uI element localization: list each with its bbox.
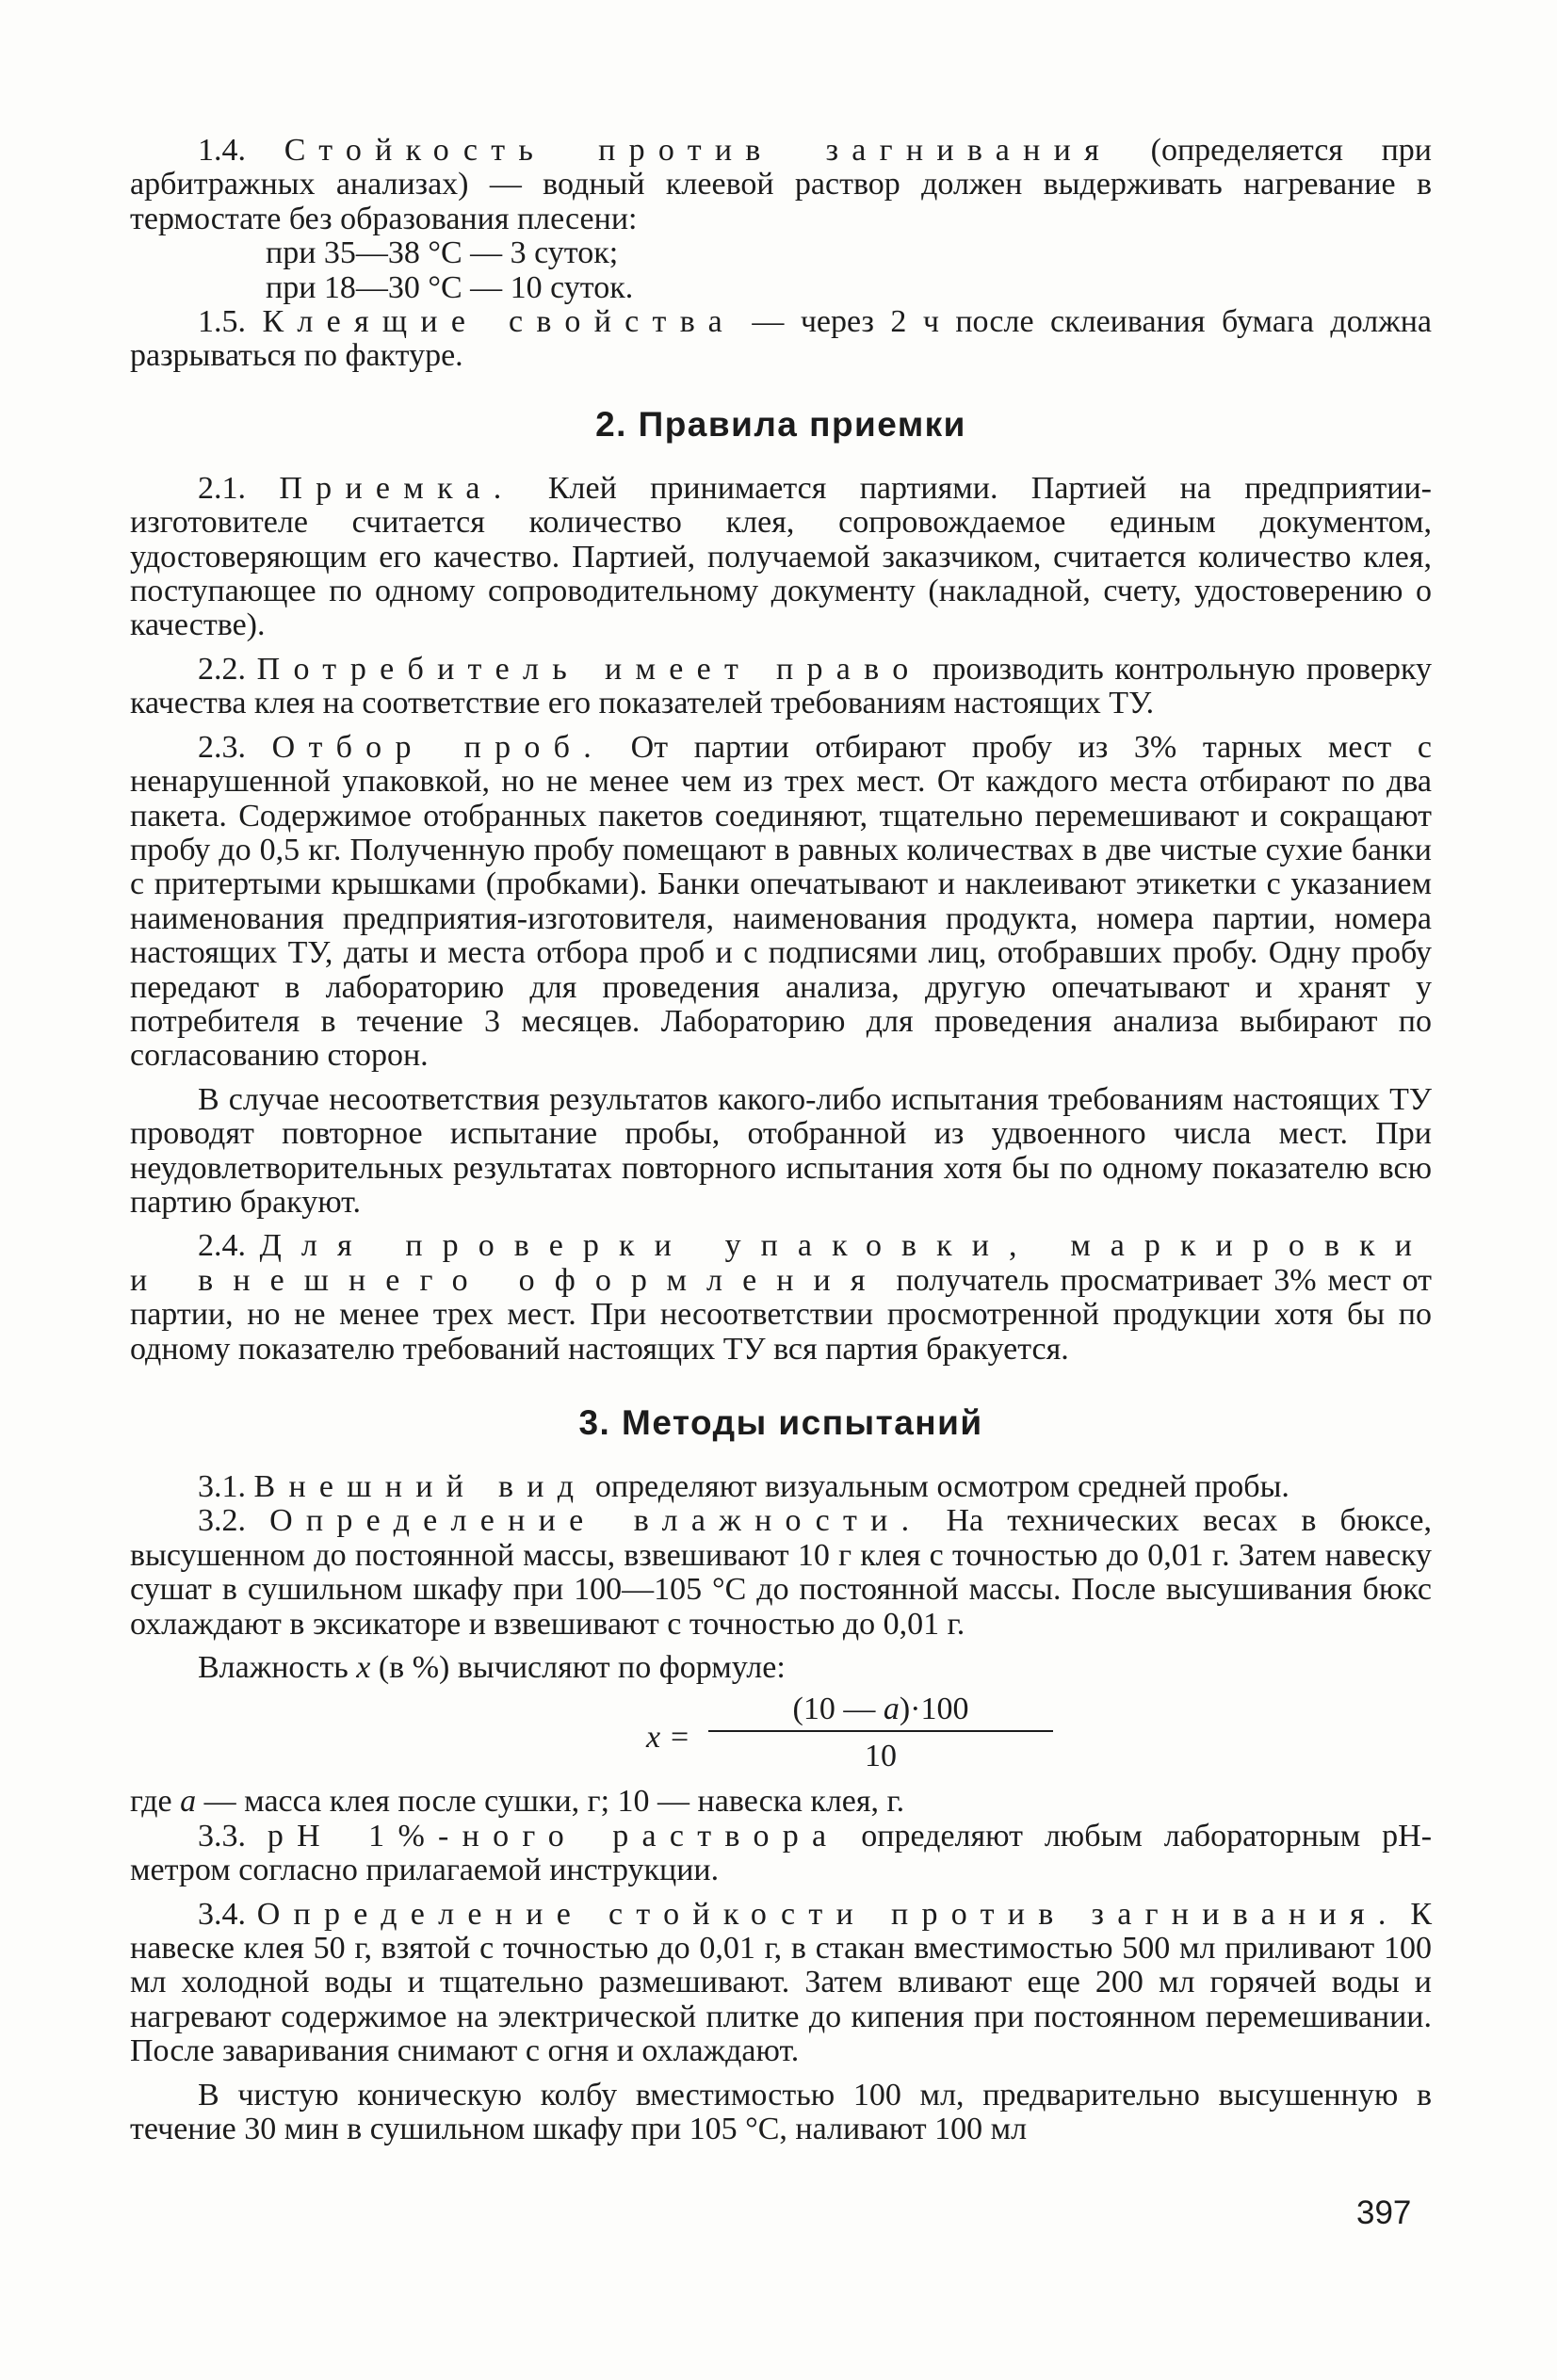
- clause-title: Потребитель имеет право: [256, 651, 922, 687]
- clause-title: Определение влажности.: [269, 1503, 923, 1539]
- clause-text: Клей принимается партиями. Партией на предприятии-изготовителе считается количество клея, сопровождаемое единым документом, удостоверяющим его качество. Партией, получаемой заказчиком, считается количество клея, поступающее по одному сопроводительному документу (накладной, счету, удостоверению о качестве).: [130, 470, 1433, 643]
- clause-text: — через 2 ч после склеивания бумага должна разрываться по фактуре.: [130, 304, 1432, 374]
- clause-text: получатель просматривает 3% мест от партии, но не менее трех мест. При несоответствии просмотренной продукции хотя бы по одному показателю требований настоящих ТУ вся партия бракуется.: [130, 1262, 1432, 1367]
- clause-text: (определяется при арбитражных анализах) — водный клеевой раствор должен выдерживать нагревание в термостате без образования плесени:: [130, 133, 1432, 236]
- section-heading-3: 3. Методы испытаний: [578, 1403, 983, 1442]
- clause-title: Определение стойкости против загнивания.: [256, 1896, 1400, 1932]
- page-number: 397: [1356, 2194, 1412, 2231]
- formula-equals: =: [671, 1720, 689, 1756]
- clause-number: 2.2.: [198, 651, 257, 687]
- clause-number: 3.1.: [198, 1469, 254, 1504]
- section-heading-2: 2. Правила приемки: [595, 404, 966, 444]
- text-column: [130, 134, 1432, 2147]
- numerator-open: (10 —: [792, 1692, 884, 1727]
- clause-title: Внешний вид: [253, 1469, 588, 1504]
- clause-text: От партии отбирают пробу из 3% тарных мест с ненарушенной упаковкой, но не менее чем из трех мест. От каждого места отбирают по два пакета. Содержимое отобранных пакетов соединяют, тщательно перемешивают и сокращают пробу до 0,5 кг. Полученную пробу помещают в равных количествах в две чистые сухие банки с притертыми крышками (пробками). Банки опечатывают и наклеивают этикетки с указанием наименования предприятия-изготовителя, наименования продукта, номера партии, номера настоящих ТУ, даты и места отбора проб и с подписями лиц, отобравших пробу. Одну пробу передают в лабораторию для проведения анализа, другую опечатывают и хранят у потребителя в течение 3 месяцев. Лабораторию для проведения анализа выбирают по согласованию сторон.: [130, 729, 1432, 1074]
- fraction-bar: [708, 1730, 1053, 1732]
- paragraph-3-4: [130, 1898, 1432, 2069]
- clause-number: 3.2.: [198, 1503, 270, 1539]
- clause-number: 3.4.: [198, 1896, 257, 1932]
- paragraph-3-1: [130, 1470, 1432, 1504]
- clause-title: Отбор проб.: [271, 729, 606, 765]
- paragraph-1-5: [130, 305, 1432, 374]
- clause-title: Приемка.: [279, 470, 515, 506]
- formula-lhs: x: [646, 1720, 661, 1756]
- clause-number: 1.4.: [198, 133, 284, 168]
- clause-number: 2.4.: [198, 1228, 260, 1264]
- moisture-formula: [130, 1692, 1432, 1779]
- variable-a: a: [180, 1784, 197, 1820]
- condition-line-2: при 18—30 °С — 10 суток.: [266, 269, 634, 305]
- formula-legend: [130, 1785, 1432, 1819]
- clause-text: определяют любым лабораторным pH-метром согласно прилагаемой инструкции.: [130, 1818, 1433, 1888]
- clause-text: На технических весах в бюксе, высушенном до постоянной массы, взвешивают 10 г клея с точностью до 0,01 г. Затем навеску сушат в сушильном шкафу при 100—105 °С до постоянной массы. После высушивания бюкс охлаждают в эксикаторе и взвешивают с точностью до 0,01 г.: [130, 1503, 1432, 1642]
- clause-number: 3.3.: [198, 1818, 268, 1854]
- legend-text: где: [130, 1784, 181, 1820]
- clause-number: 1.5.: [198, 304, 263, 340]
- clause-title: pH 1%-ного раствора: [267, 1818, 840, 1854]
- paragraph-2-3: [130, 731, 1432, 1074]
- condition-line-1: при 35—38 °С — 3 суток;: [266, 235, 619, 271]
- paragraph-2-3-continued: В случае несоответствия результатов какого-либо испытания требованиям настоящих ТУ проводят повторное испытание пробы, отобранной из удвоенного числа мест. При неудовлетворительных результатах повторного испытания хотя бы по одному показателю всю партию бракуют.: [130, 1081, 1432, 1220]
- formula-intro: [130, 1651, 1432, 1685]
- clause-text: производить контрольную проверку качества клея на соответствие его показателей требованиям настоящих ТУ.: [130, 651, 1433, 721]
- paragraph-2-4: [130, 1229, 1432, 1367]
- clause-text: определяют визуальным осмотром средней пробы.: [587, 1469, 1289, 1504]
- formula-numerator: [708, 1692, 1053, 1726]
- paragraph-2-1: [130, 472, 1432, 643]
- paragraph-1-4: [130, 134, 1432, 236]
- variable-x: x: [356, 1650, 371, 1686]
- intro-text-end: (в %) вычисляют по формуле:: [370, 1650, 786, 1686]
- legend-text-end: — масса клея после сушки, г; 10 — навеска клея, г.: [196, 1784, 905, 1820]
- formula-denominator: 10: [865, 1739, 897, 1774]
- clause-text: К навеске клея 50 г, взятой с точностью до 0,01 г, в стакан вместимостью 500 мл приливают 100 мл холодной воды и тщательно размешивают. Затем вливают еще 200 мл горячей воды и нагревают содержимое на электрической плитке до кипения при постоянном перемешивании. После заваривания снимают с огня и охлаждают.: [130, 1896, 1433, 2069]
- clause-number: 2.1.: [198, 470, 280, 506]
- paragraph-3-2: [130, 1504, 1432, 1642]
- clause-title: Стойкость против загнивания: [284, 133, 1112, 168]
- paragraph-3-4-continued: В чистую коническую колбу вместимостью 100 мл, предварительно высушенную в течение 30 мин в сушильном шкафу при 105 °С, наливают 100 мл: [130, 2077, 1432, 2147]
- clause-number: 2.3.: [198, 729, 272, 765]
- numerator-close: )·100: [899, 1692, 969, 1727]
- clause-title: Клеящие свойства: [262, 304, 736, 340]
- paragraph-2-2: [130, 653, 1432, 721]
- intro-text: Влажность: [198, 1650, 357, 1686]
- paragraph-3-3: [130, 1820, 1432, 1888]
- clause-title: Для проверки упаковки, маркировки и внешнего оформления: [130, 1228, 1432, 1298]
- numerator-variable: a: [883, 1692, 900, 1727]
